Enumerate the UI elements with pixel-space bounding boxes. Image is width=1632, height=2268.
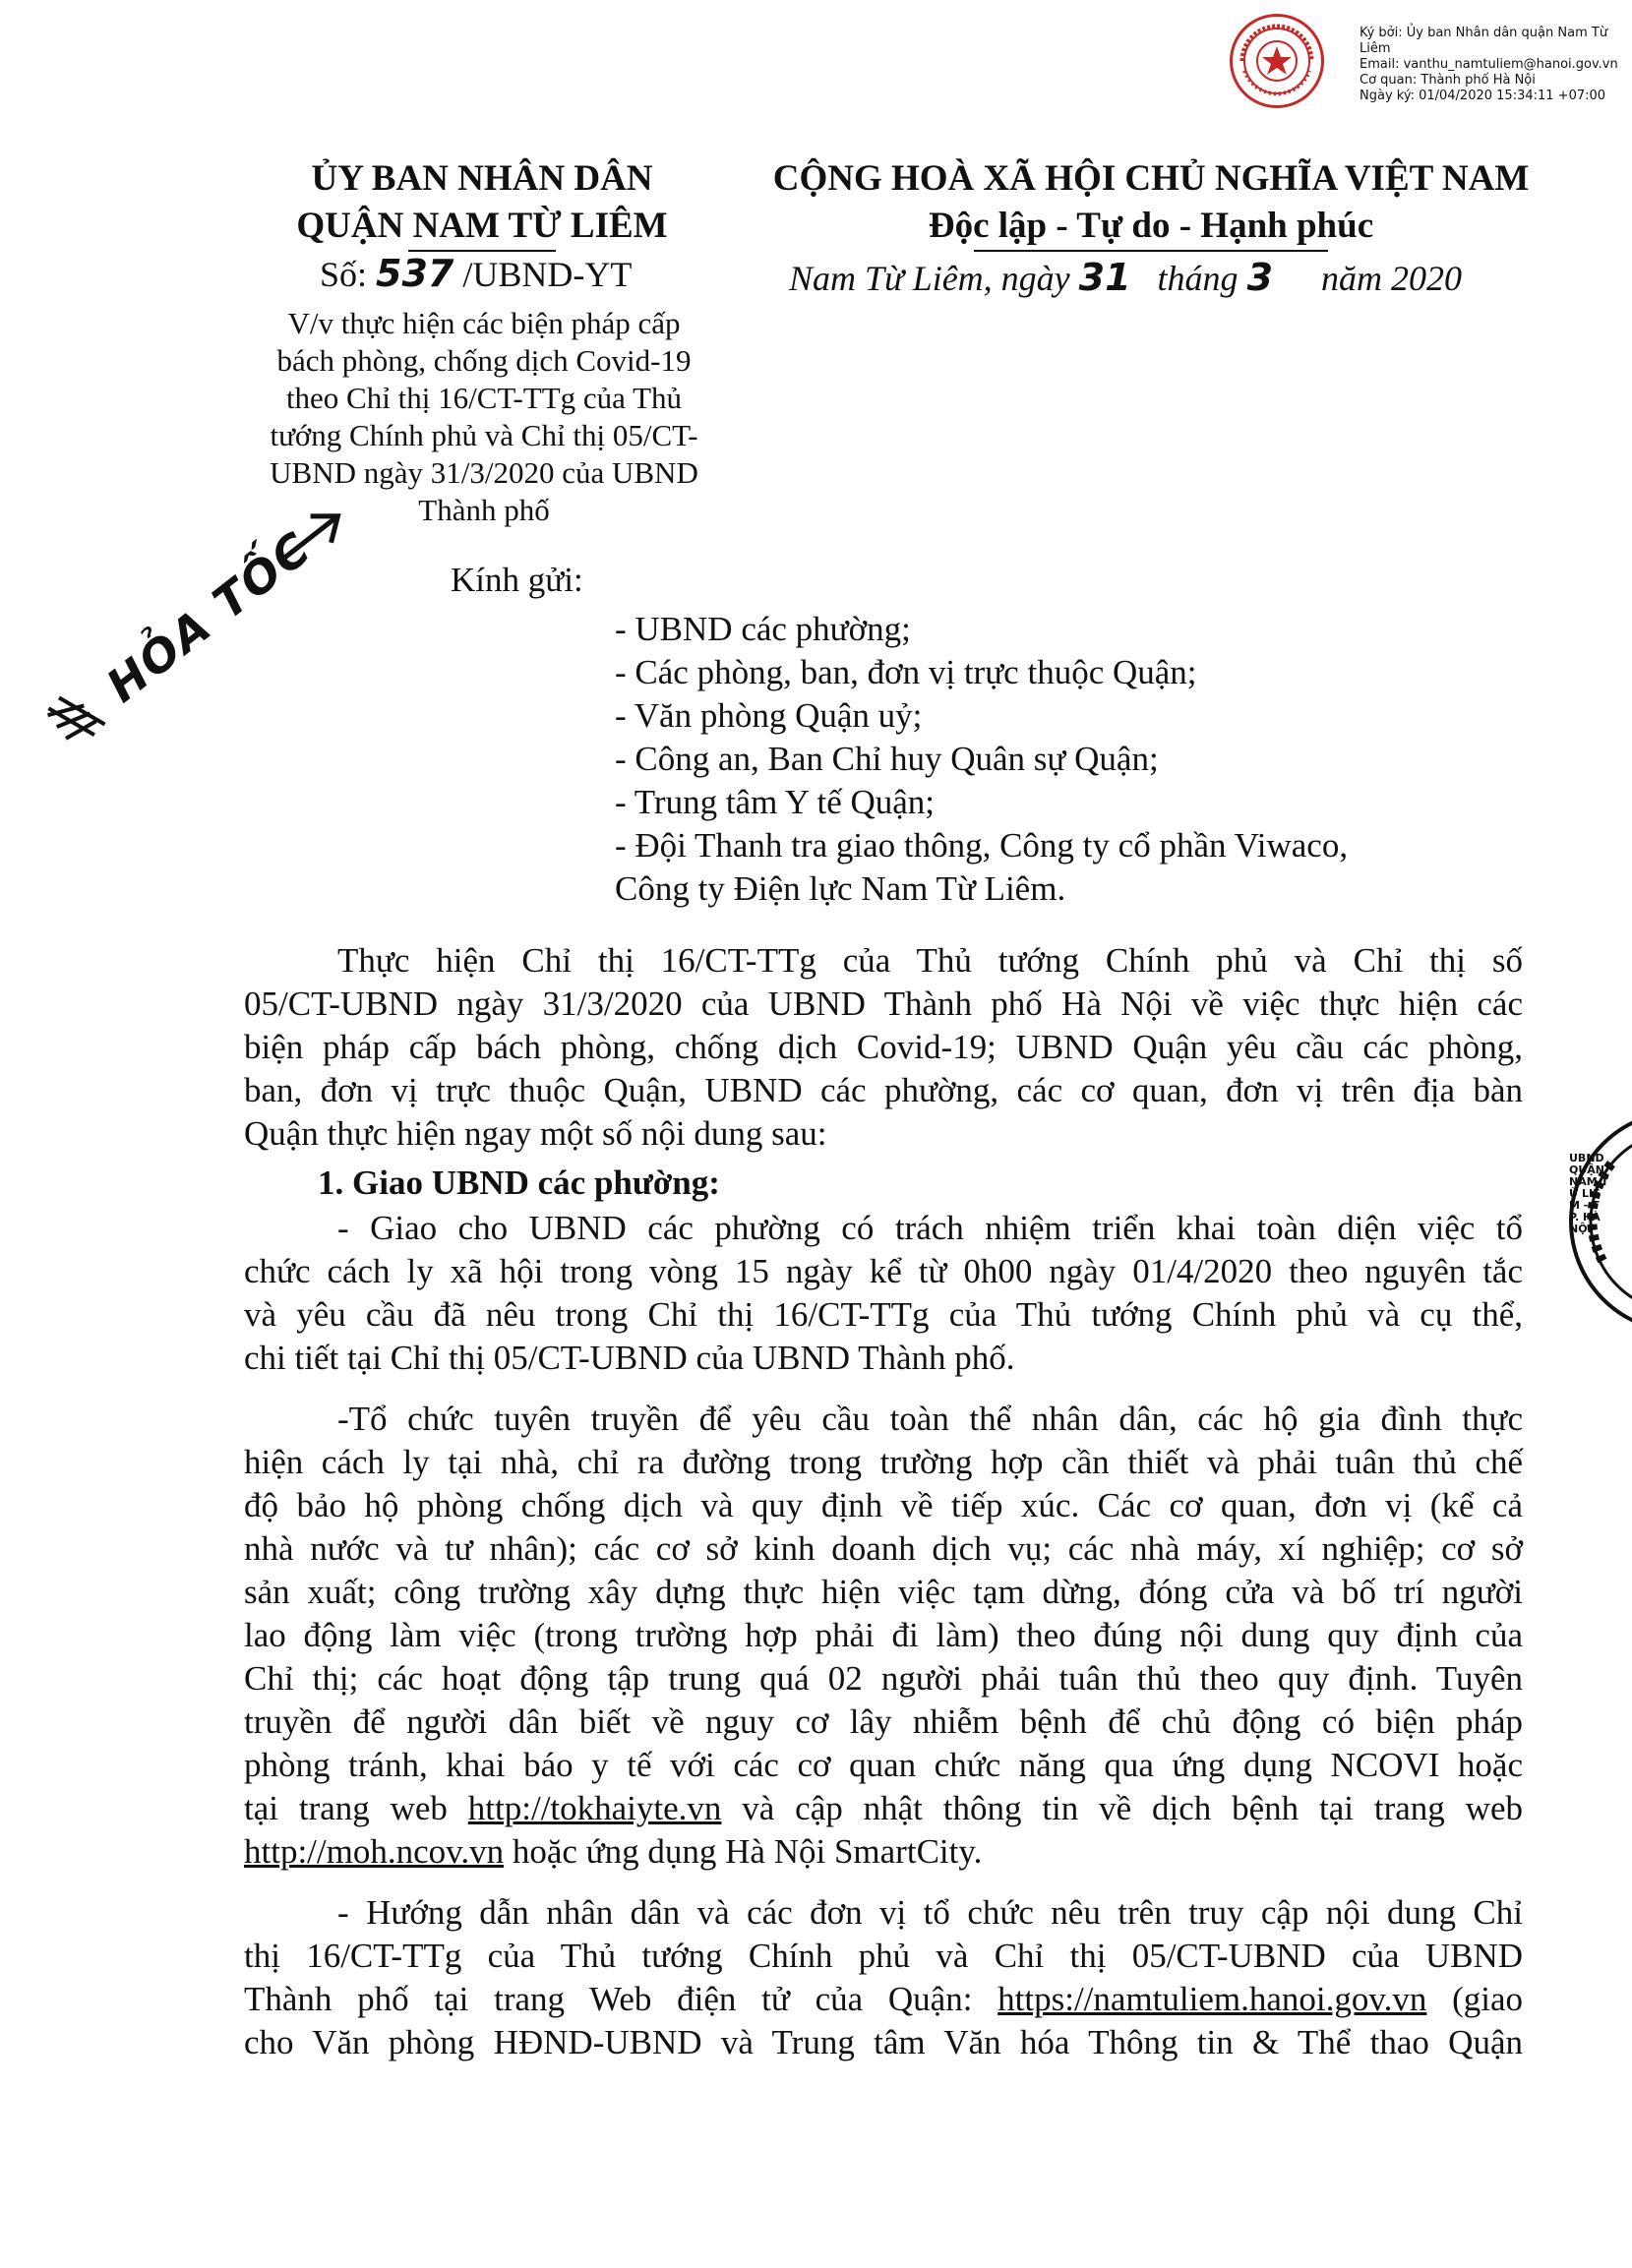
tokhaiyte-link[interactable]: http://tokhaiyte.vn — [467, 1789, 722, 1827]
signature-info — [1360, 26, 1625, 104]
partial-seal — [1569, 1109, 1632, 1334]
subject-line: tướng Chính phủ và Chỉ thị 05/CT- — [270, 418, 698, 452]
recipients-list — [615, 608, 1559, 911]
header-left — [256, 155, 708, 252]
section1-heading: 1. Giao UBND các phường: — [318, 1164, 720, 1202]
intro-line: Thực hiện Chỉ thị 16/CT-TTg của Thủ tướng Chính phủ và Chỉ thị số — [337, 941, 1523, 980]
para2-line: lao động làm việc (trong trường hợp phải đi làm) theo đúng nội dung quy định của — [244, 1616, 1523, 1654]
body-text — [244, 939, 1523, 2064]
para3-line-with-link — [244, 1978, 1523, 2021]
signature-email: Email: vanthu_namtuliem@hanoi.gov.vn — [1360, 57, 1618, 72]
para3-text: Thành phố tại trang Web điện tử của Quận: — [244, 1980, 998, 2018]
para2-text: tại trang web — [244, 1789, 468, 1827]
header-right — [748, 155, 1554, 252]
signature-date: Ngày ký: 01/04/2020 15:34:11 +07:00 — [1360, 89, 1606, 103]
urgent-stamp-text: HỎA TỐC — [96, 520, 322, 713]
org-district: QUẬN NAM TỪ LIÊM — [296, 206, 668, 246]
country-name: CỘNG HOÀ XÃ HỘI CHỦ NGHĨA VIỆT NAM — [772, 158, 1530, 199]
date-month-label: tháng — [1157, 259, 1239, 298]
partial-seal-text: UBND QUẬN NAM TỪ LIÊM - TP. HÀ NỘI — [1569, 1153, 1608, 1235]
para3-text: (giao — [1426, 1980, 1523, 2018]
para2-line: hiện cách ly tại nhà, chỉ ra đường trong trường hợp cần thiết và phải tuân thủ chế — [244, 1443, 1523, 1481]
recipient-item: - Công an, Ban Chỉ huy Quân sự Quận; — [615, 740, 1159, 778]
subject-line: V/v thực hiện các biện pháp cấp — [287, 306, 681, 340]
para1-line: chức cách ly xã hội trong vòng 15 ngày kể từ 0h00 ngày 01/4/2020 theo nguyên tắc — [244, 1252, 1523, 1290]
intro-line: ban, đơn vị trực thuộc Quận, UBND các phường, các cơ quan, đơn vị trên địa bàn — [244, 1071, 1523, 1109]
signature-signed-by: Ký bởi: Ủy ban Nhân dân quận Nam Từ Liêm — [1360, 26, 1608, 56]
recipient-item: - Đội Thanh tra giao thông, Công ty cổ phần Viwaco, — [615, 826, 1349, 865]
subject-line: theo Chỉ thị 16/CT-TTg của Thủ — [285, 381, 683, 415]
doc-number-prefix: Số: — [320, 255, 368, 294]
date-place: Nam Từ Liêm, ngày — [789, 259, 1070, 298]
motto-underline — [974, 250, 1328, 252]
para2-line: sản xuất; công trường xây dựng thực hiện việc tạm dừng, đóng cửa và bố trí người — [244, 1573, 1523, 1611]
para2-line-with-link — [244, 1830, 1523, 1874]
date-year: năm 2020 — [1321, 259, 1463, 298]
para2-line: -Tổ chức tuyên truyền để yêu cầu toàn thể nhân dân, các hộ gia đình thực — [337, 1400, 1523, 1438]
para1-line: - Giao cho UBND các phường có trách nhiệm triển khai toàn diện việc tổ — [337, 1209, 1523, 1247]
para2-line: nhà nước và tư nhân); các cơ sở kinh doanh dịch vụ; các nhà máy, xí nghiệp; cơ sở — [244, 1529, 1523, 1568]
date-day: 31 — [1078, 256, 1131, 299]
urgent-stamp — [23, 498, 343, 785]
doc-number-handwritten: 537 — [376, 252, 454, 295]
intro-line: biện pháp cấp bách phòng, chống dịch Covid-19; UBND Quận yêu cầu các phòng, — [244, 1028, 1523, 1066]
recipient-item: - UBND các phường; — [615, 610, 911, 648]
recipient-item: - Trung tâm Y tế Quận; — [615, 783, 936, 821]
doc-number-suffix: /UBND-YT — [462, 255, 633, 294]
para2-line: độ bảo hộ phòng chống dịch và quy định về tiếp xúc. Các cơ quan, đơn vị (kể cả — [244, 1486, 1523, 1524]
recipient-item: - Các phòng, ban, đơn vị trực thuộc Quận; — [615, 653, 1197, 691]
org-name: ỦY BAN NHÂN DÂN — [311, 158, 653, 199]
para2-text: hoặc ứng dụng Hà Nội SmartCity. — [504, 1832, 983, 1871]
para2-line-with-links — [244, 1787, 1523, 1830]
para2-text: và cập nhật thông tin về dịch bệnh tại trang web — [721, 1789, 1523, 1827]
namtuliem-link[interactable]: https://namtuliem.hanoi.gov.vn — [997, 1980, 1427, 2018]
subject-line: UBND ngày 31/3/2020 của UBND — [270, 455, 698, 490]
para1-line: chi tiết tại Chỉ thị 05/CT-UBND của UBND Thành phố. — [244, 1339, 1015, 1377]
intro-line: 05/CT-UBND ngày 31/3/2020 của UBND Thành phố Hà Nội về việc thực hiện các — [244, 985, 1523, 1023]
para1-line: và yêu cầu đã nêu trong Chỉ thị 16/CT-TTg của Thủ tướng Chính phủ và cụ thể, — [244, 1295, 1523, 1334]
date-line — [789, 254, 1537, 302]
recipients-label: Kính gửi: — [451, 561, 583, 599]
doc-number — [320, 250, 632, 298]
intro-line: Quận thực hiện ngay một số nội dung sau: — [244, 1114, 827, 1153]
date-month: 3 — [1246, 256, 1274, 299]
subject-line: bách phòng, chống dịch Covid-19 — [276, 343, 692, 378]
para2-line: truyền để người dân biết về nguy cơ lây nhiễm bệnh để chủ động có biện pháp — [244, 1702, 1523, 1741]
para2-line: phòng tránh, khai báo y tế với các cơ quan chức năng qua ứng dụng NCOVI hoặc — [244, 1746, 1523, 1784]
para3-line: cho Văn phòng HĐND-UBND và Trung tâm Văn hóa Thông tin & Thể thao Quận — [244, 2023, 1523, 2061]
subject-line: Thành phố — [418, 493, 550, 527]
seal-emblem-icon — [1233, 17, 1321, 105]
digital-signature-seal — [1230, 14, 1324, 108]
moh-ncov-link[interactable]: http://moh.ncov.vn — [244, 1832, 505, 1871]
para3-line: thị 16/CT-TTg của Thủ tướng Chính phủ và Chỉ thị 05/CT-UBND của UBND — [244, 1937, 1523, 1975]
recipient-item: - Văn phòng Quận uỷ; — [615, 696, 923, 735]
signature-agency: Cơ quan: Thành phố Hà Nội — [1360, 73, 1536, 88]
recipient-item: Công ty Điện lực Nam Từ Liêm. — [615, 869, 1066, 908]
para3-line: - Hướng dẫn nhân dân và các đơn vị tổ chức nêu trên truy cập nội dung Chỉ — [337, 1893, 1523, 1932]
para2-line: Chỉ thị; các hoạt động tập trung quá 02 người phải tuân thủ theo quy định. Tuyên — [244, 1659, 1523, 1698]
motto: Độc lập - Tự do - Hạnh phúc — [928, 206, 1374, 246]
